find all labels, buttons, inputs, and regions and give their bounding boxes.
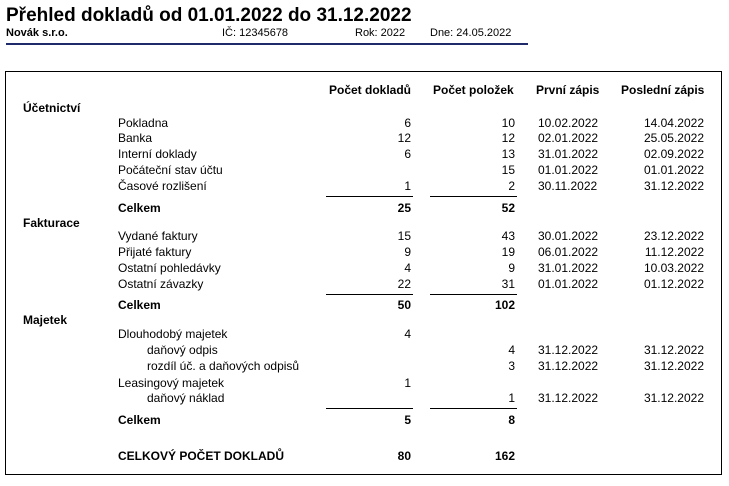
company-name: Novák s.r.o. (6, 27, 68, 39)
grand-total-docs: 80 (397, 449, 411, 463)
row-first: 31.12.2022 (538, 359, 599, 373)
row-last: 23.12.2022 (643, 229, 704, 243)
subtotal-items: 8 (508, 413, 515, 427)
report-title: Přehled dokladů od 01.01.2022 do 31.12.2022 (6, 5, 412, 26)
row-label: Leasingový majetek (118, 376, 225, 390)
subtotal-docs: 25 (397, 201, 411, 215)
row-items: 12 (501, 131, 515, 145)
row-label: Ostatní pohledávky (118, 261, 221, 275)
header-divider (6, 43, 528, 45)
row-first: 02.01.2022 (538, 131, 599, 145)
row-items: 4 (508, 343, 515, 357)
col-item-count: Počet položek (433, 83, 514, 97)
subtotal-docs: 50 (397, 298, 411, 312)
subtotal-rule (326, 408, 413, 409)
row-first: 01.01.2022 (538, 277, 599, 291)
row-last: 02.09.2022 (643, 147, 704, 161)
subtotal-rule (430, 196, 517, 197)
row-items: 43 (501, 229, 515, 243)
row-first: 30.01.2022 (538, 229, 599, 243)
row-label: Ostatní závazky (118, 277, 204, 291)
row-last: 31.12.2022 (643, 391, 704, 405)
row-items: 15 (501, 163, 515, 177)
subtotal-rule (430, 408, 517, 409)
col-last-entry: Poslední zápis (621, 83, 705, 97)
row-label: rozdíl úč. a daňových odpisů (147, 359, 300, 373)
row-items: 2 (508, 179, 515, 193)
subtotal-rule (326, 196, 413, 197)
row-label: Banka (118, 131, 153, 145)
subtotal-rule (326, 294, 413, 295)
row-label: Přijaté faktury (118, 245, 192, 259)
row-items: 9 (508, 261, 515, 275)
row-docs: 6 (404, 116, 411, 130)
subtotal-label: Celkem (118, 413, 161, 427)
row-docs: 4 (404, 327, 411, 341)
row-last: 31.12.2022 (643, 343, 704, 357)
row-first: 31.12.2022 (538, 391, 599, 405)
section-title: Majetek (23, 313, 68, 327)
report-date: Dne: 24.05.2022 (430, 27, 512, 39)
subtotal-docs: 5 (404, 413, 411, 427)
row-docs: 1 (404, 376, 411, 390)
row-last: 01.12.2022 (643, 277, 704, 291)
row-items: 31 (501, 277, 515, 291)
subtotal-label: Celkem (118, 201, 161, 215)
row-first: 30.11.2022 (538, 179, 598, 193)
row-label: Interní doklady (118, 147, 197, 161)
row-items: 10 (501, 116, 515, 130)
subtotal-items: 102 (494, 298, 515, 312)
row-label: Pokladna (118, 116, 169, 130)
row-docs: 15 (397, 229, 411, 243)
row-last: 10.03.2022 (643, 261, 704, 275)
subtotal-label: Celkem (118, 298, 161, 312)
row-items: 3 (508, 359, 515, 373)
row-label: Dlouhodobý majetek (118, 327, 228, 341)
row-label: Počáteční stav účtu (118, 163, 223, 177)
subtotal-rule (430, 294, 517, 295)
row-docs: 4 (404, 261, 411, 275)
row-docs: 22 (397, 277, 411, 291)
row-docs: 6 (404, 147, 411, 161)
row-first: 01.01.2022 (538, 163, 599, 177)
subtotal-items: 52 (501, 201, 515, 215)
row-docs: 9 (404, 245, 411, 259)
row-last: 11.12.2022 (644, 245, 704, 259)
row-label: Časové rozlišení (118, 179, 207, 193)
section-title: Účetnictví (23, 101, 81, 115)
row-items: 13 (501, 147, 515, 161)
row-docs: 12 (397, 131, 411, 145)
row-first: 31.01.2022 (538, 261, 599, 275)
row-label: daňový odpis (147, 343, 218, 357)
row-items: 1 (508, 391, 515, 405)
row-label: Vydané faktury (118, 229, 198, 243)
row-docs: 1 (404, 179, 411, 193)
section-title: Fakturace (23, 216, 80, 230)
grand-total-items: 162 (494, 449, 515, 463)
company-ic: IČ: 12345678 (222, 27, 289, 39)
row-last: 01.01.2022 (643, 163, 704, 177)
col-first-entry: První zápis (536, 83, 600, 97)
row-items: 19 (501, 245, 515, 259)
row-first: 31.01.2022 (538, 147, 599, 161)
row-first: 06.01.2022 (538, 245, 599, 259)
row-last: 14.04.2022 (643, 116, 704, 130)
row-label: daňový náklad (147, 391, 225, 405)
row-first: 31.12.2022 (538, 343, 599, 357)
row-last: 31.12.2022 (643, 179, 704, 193)
row-last: 25.05.2022 (643, 131, 704, 145)
grand-total-label: CELKOVÝ POČET DOKLADŮ (118, 449, 285, 463)
row-last: 31.12.2022 (643, 359, 704, 373)
col-doc-count: Počet dokladů (329, 83, 412, 97)
report-year: Rok: 2022 (355, 27, 406, 39)
row-first: 10.02.2022 (538, 116, 599, 130)
